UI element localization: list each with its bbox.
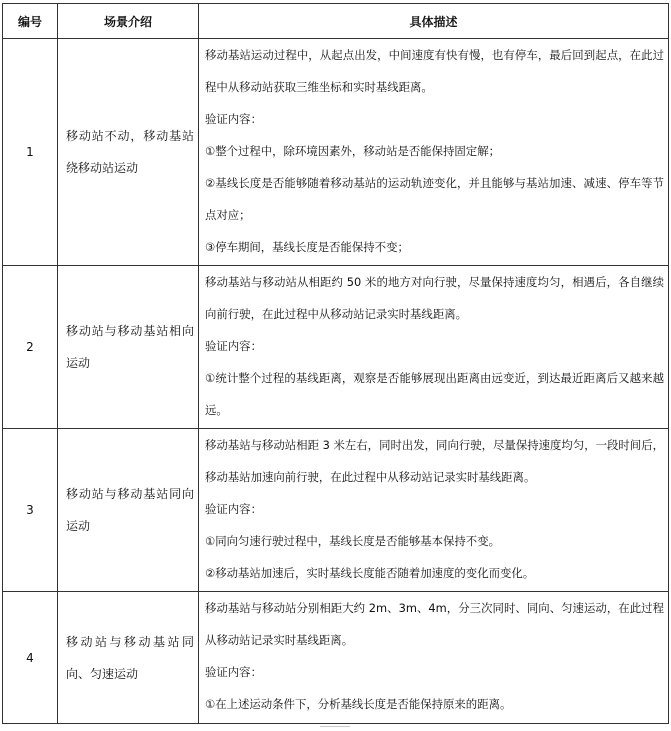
scene-description xyxy=(199,39,669,266)
scene-description xyxy=(199,266,669,429)
header-description: 具体描述 xyxy=(199,4,669,39)
scene-intro: 移动站不动，移动基站绕移动站运动 xyxy=(58,39,199,266)
verification-heading: 验证内容： xyxy=(205,502,262,516)
description-paragraph: 移动基站与移动站从相距约 50 米的地方对向行驶，尽量保持速度均匀，相遇后，各自继续向前行驶，在此过程中从移动站记录实时基线距离。 xyxy=(205,275,664,321)
verification-item: ①同向匀速行驶过程中，基线长度是否能够基本保持不变。 xyxy=(205,534,500,548)
page-break-mark xyxy=(320,726,350,727)
verification-heading: 验证内容： xyxy=(205,665,262,679)
verification-item: ①在上述运动条件下，分析基线长度是否能保持原来的距离。 xyxy=(205,697,512,711)
verification-item: ②移动基站加速后，实时基线长度能否随着加速度的变化而变化。 xyxy=(205,566,535,580)
description-paragraph: 移动基站与移动站相距 3 米左右，同时出发，同向行驶，尽量保持速度均匀，一段时间后，移动基站加速向前行驶，在此过程中从移动站记录实时基线距离。 xyxy=(205,438,664,484)
verification-item: ③停车期间，基线长度是否能保持不变； xyxy=(205,240,409,254)
description-paragraph: 移动基站运动过程中，从起点出发，中间速度有快有慢，也有停车，最后回到起点，在此过程中从移动站获取三维坐标和实时基线距离。 xyxy=(205,48,664,94)
verification-item: ②基线长度是否能够随着移动基站的运动轨迹变化，并且能够与基站加速、减速、停车等节点对应； xyxy=(205,176,664,222)
table-row xyxy=(3,266,669,429)
description-paragraph: 移动基站与移动站分别相距大约 2m、3m、4m，分三次同时、同向、匀速运动，在此过程从移动站记录实时基线距离。 xyxy=(205,601,664,647)
verification-item: ①整个过程中，除环境因素外，移动站是否能保持固定解； xyxy=(205,144,500,158)
row-number: 3 xyxy=(3,429,58,592)
table-row xyxy=(3,429,669,592)
table-header-row xyxy=(3,4,669,39)
row-number: 2 xyxy=(3,266,58,429)
row-number: 4 xyxy=(3,592,58,724)
scene-intro: 移动站与移动基站同向运动 xyxy=(58,429,199,592)
verification-item: ①统计整个过程的基线距离，观察是否能够展现出距离由远变近，到达最近距离后又越来越远。 xyxy=(205,371,664,417)
verification-heading: 验证内容： xyxy=(205,112,262,126)
scene-intro: 移动站与移动基站同向、匀速运动 xyxy=(58,592,199,724)
header-scene: 场景介绍 xyxy=(58,4,199,39)
scene-description xyxy=(199,429,669,592)
scene-intro: 移动站与移动基站相向运动 xyxy=(58,266,199,429)
row-number: 1 xyxy=(3,39,58,266)
scene-description xyxy=(199,592,669,724)
scenario-table xyxy=(2,3,669,724)
table-row xyxy=(3,39,669,266)
verification-heading: 验证内容： xyxy=(205,339,262,353)
table-row xyxy=(3,592,669,724)
header-number: 编号 xyxy=(3,4,58,39)
